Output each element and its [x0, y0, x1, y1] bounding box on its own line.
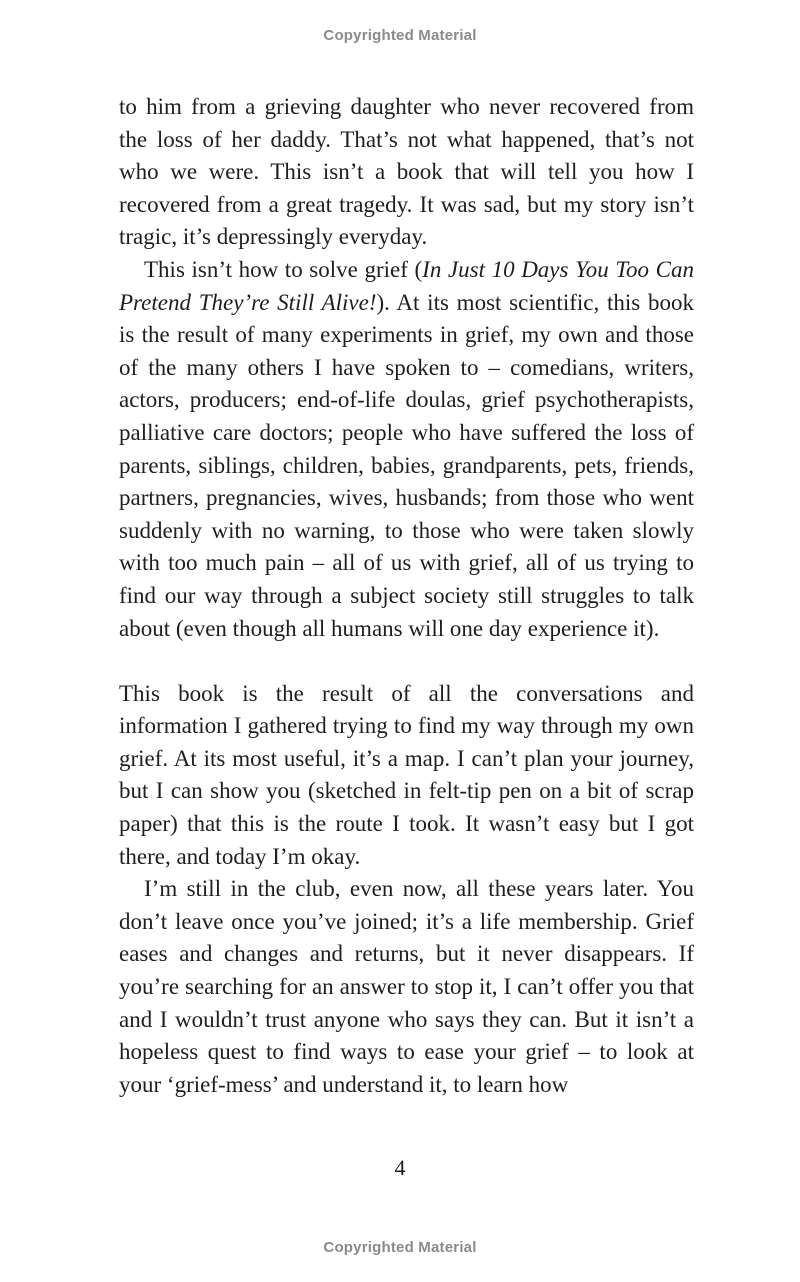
paragraph-text-after-title: ). At its most scientific, this book is the result of many experiments in grief, my own and those of the many others I have spoken to – comedians, writers, actors, producers; end-of-life doulas, grief psychotherapists, palliative care doctors; people who have suffered the loss of parents, siblings, children, babies, grandparents, pets, friends, partners, pregnancies, wives, husbands; from those who went suddenly with no warning, to those who were taken slowly with too much pain – all of us with grief, all of us trying to find our way through a subject society still struggles to talk about (even though all humans will one day experience it). — [119, 289, 694, 641]
paragraph-club: I’m still in the club, even now, all these years later. You don’t leave once you’ve joined; it’s a life membership. Grief eases and changes and returns, but it never disappears. If you’re searching for an answer to stop it, I can’t offer you that and I wouldn’t trust anyone who says they can. But it isn’t a hopeless quest to find ways to ease your grief – to look at your ‘grief-mess’ and understand it, to learn how — [119, 876, 694, 1097]
page-body — [119, 91, 694, 1101]
page-number: 4 — [394, 1155, 406, 1180]
paragraph-text-before-title: This isn’t how to solve grief ( — [144, 256, 423, 282]
copyright-watermark-top: Copyrighted Material — [323, 27, 477, 44]
copyright-watermark-bottom: Copyrighted Material — [323, 1239, 477, 1256]
paragraph-map: This book is the result of all the conversations and information I gathered trying to find my way through my own grief. At its most useful, it’s a map. I can’t plan your journey, but I can show you (sketched in felt-tip pen on a bit of scrap paper) that this is the route I took. It wasn’t easy but I got there, and today I’m okay. — [119, 680, 694, 869]
paragraph-solve-grief — [119, 254, 694, 645]
italic-joke-title: In Just 10 Days You Too Can Pretend They’re Still Alive! — [119, 256, 694, 315]
paragraph-continuation: to him from a grieving daughter who never recovered from the loss of her daddy. That’s not what happened, that’s not who we were. This isn’t a book that will tell you how I recovered from a great tragedy. It was sad, but my story isn’t tragic, it’s depressingly everyday. — [119, 94, 694, 250]
